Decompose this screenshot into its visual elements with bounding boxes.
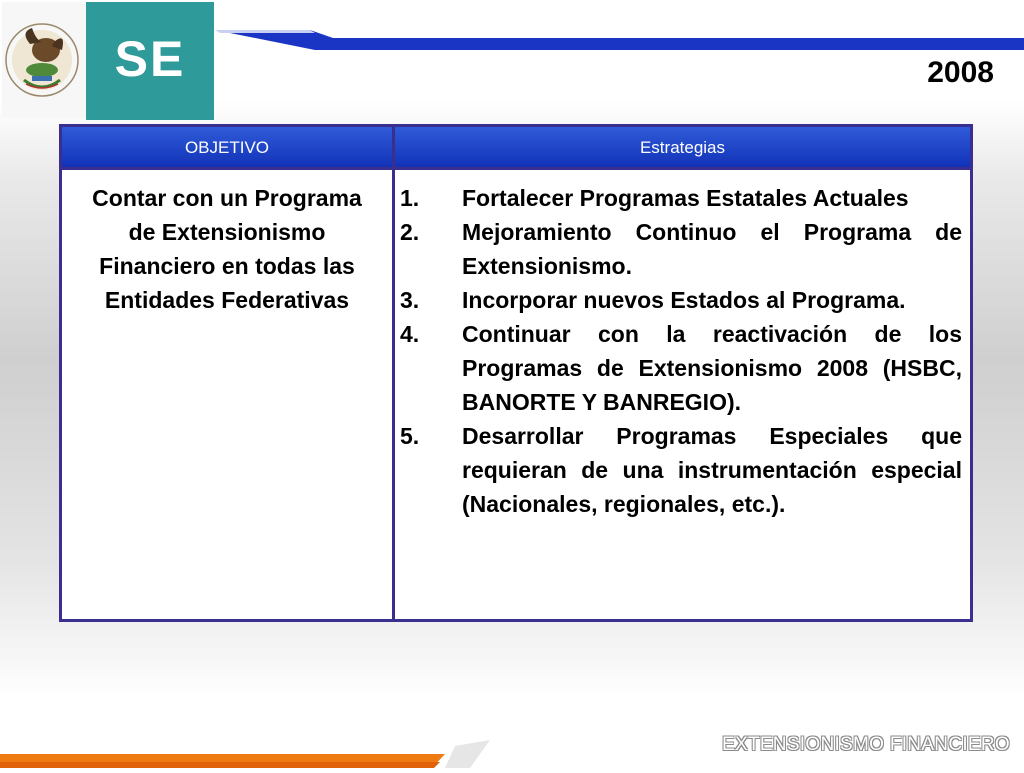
objective-text: Contar con un Programa de Extensionismo Financiero en todas las Entidades Federativas bbox=[92, 185, 362, 313]
item-text: Incorporar nuevos Estados al Programa. bbox=[462, 287, 906, 313]
table-header bbox=[62, 127, 970, 170]
list-item bbox=[400, 215, 962, 283]
column-divider bbox=[392, 127, 395, 619]
list-item bbox=[400, 283, 962, 317]
strategies-list bbox=[400, 181, 962, 521]
item-number: 3. bbox=[400, 287, 420, 313]
footer-bar bbox=[0, 740, 490, 768]
item-text: Fortalecer Programas Estatales Actuales bbox=[462, 185, 909, 211]
list-item bbox=[400, 419, 962, 521]
item-number: 4. bbox=[400, 321, 420, 347]
list-item bbox=[400, 317, 962, 419]
column-header-objetivo: OBJETIVO bbox=[184, 138, 270, 157]
item-number: 1. bbox=[400, 185, 420, 211]
mexican-coat-of-arms-icon bbox=[2, 2, 86, 118]
strategy-table bbox=[59, 124, 973, 622]
item-text: Mejoramiento Continuo el Programa de Extensionismo. bbox=[462, 219, 962, 279]
emblem-box bbox=[2, 2, 86, 118]
se-logo: SE bbox=[114, 31, 186, 87]
item-number: 5. bbox=[400, 423, 420, 449]
header-stripe bbox=[215, 30, 1024, 50]
column-header-estrategias: Estrategias bbox=[639, 138, 726, 157]
se-logo-box bbox=[86, 2, 214, 120]
list-item bbox=[400, 181, 962, 215]
item-number: 2. bbox=[400, 219, 420, 245]
footer-label: EXTENSIONISMO FINANCIERO bbox=[721, 734, 1010, 755]
item-text: Desarrollar Programas Especiales que requieran de una instrumentación especial (Nacionales, regionales, etc.). bbox=[462, 423, 962, 517]
year-label: 2008 bbox=[927, 56, 994, 89]
item-text: Continuar con la reactivación de los Programas de Extensionismo 2008 (HSBC, BANORTE Y BANREGIO). bbox=[462, 321, 962, 415]
